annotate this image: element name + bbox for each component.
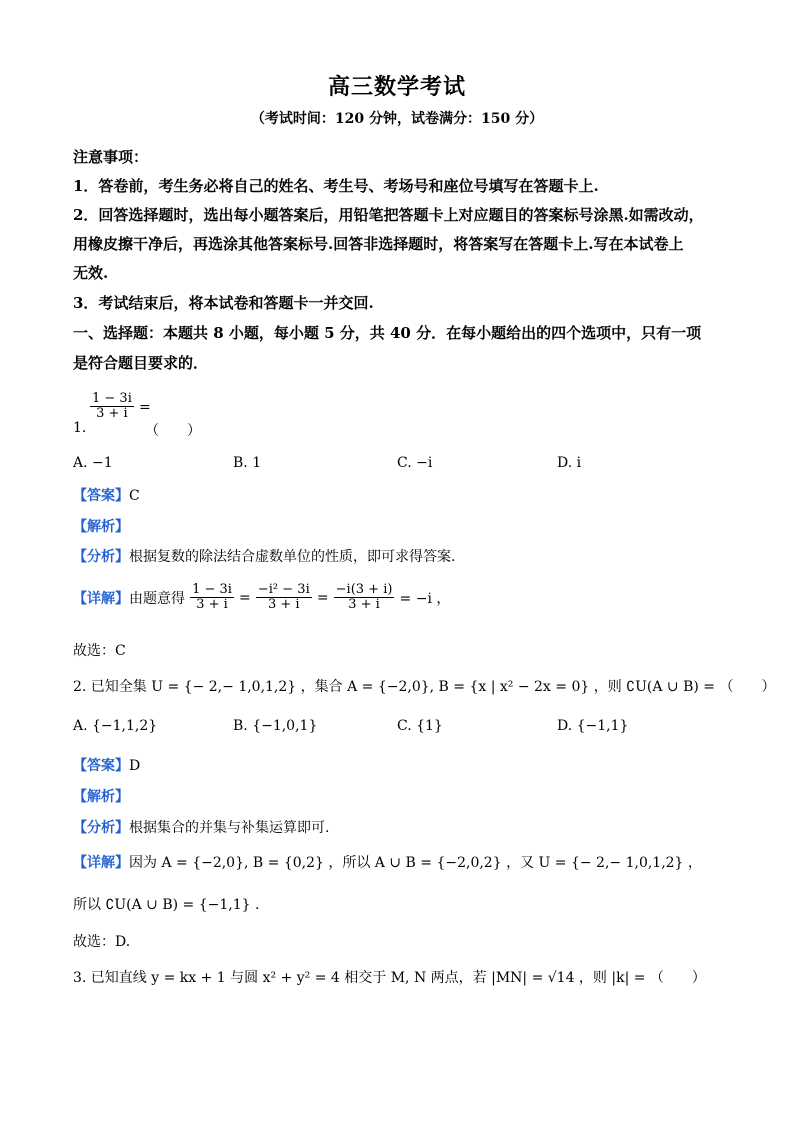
section-heading-line-1: 一、选择题：本题共 8 小题，每小题 5 分，共 40 分．在每小题给出的四个选项中，只有一项 bbox=[73, 324, 702, 342]
q1-xiangjie-pre: 由题意得 bbox=[129, 590, 185, 607]
q2-fenxi-label: 【分析】 bbox=[73, 820, 129, 836]
q1-frac-den: 3 + i bbox=[96, 406, 128, 422]
q2-xiangjie-label: 【详解】 bbox=[73, 855, 129, 871]
q2-choose: 故选：D. bbox=[73, 934, 131, 950]
q1-choose: 故选：C bbox=[73, 643, 126, 659]
q1-frac-num: 1 − 3i bbox=[92, 391, 132, 406]
q3-stem: 3. 已知直线 y = kx + 1 与圆 x² + y² = 4 相交于 M, N 两点，若 |MN| = √14 ，则 |k| = （ ） bbox=[73, 970, 706, 986]
page-subtitle: （考试时间：120 分钟，试卷满分：150 分） bbox=[250, 111, 544, 127]
q1-fenxi bbox=[73, 546, 455, 566]
note-item-2-line-3: 无效. bbox=[73, 264, 109, 282]
q1-answer bbox=[73, 485, 140, 505]
q2-option-d: D. {−1,1} bbox=[557, 718, 629, 734]
q1-detail-eq-2: = bbox=[316, 589, 329, 606]
q2-answer bbox=[73, 755, 140, 775]
q1-fenxi-text: 根据复数的除法结合虚数单位的性质，即可求得答案. bbox=[129, 549, 456, 565]
notes-heading: 注意事项： bbox=[73, 148, 149, 166]
q1-detail-frac-1-num: 1 − 3i bbox=[192, 582, 232, 597]
q1-xiangjie-label: 【详解】 bbox=[73, 590, 129, 607]
q2-stem: 2. 已知全集 U = {− 2,− 1,0,1,2} ，集合 A = {−2,0}, B = {x | x² − 2x = 0} ，则 ∁U(A ∪ B) = （ ） bbox=[73, 679, 776, 695]
q2-answer-label: 【答案】 bbox=[73, 758, 129, 774]
q2-option-c: C. {1} bbox=[397, 718, 443, 734]
q1-number: 1. bbox=[73, 420, 87, 436]
q1-equals: = bbox=[138, 399, 151, 416]
note-item-2-line-2: 用橡皮擦干净后，再选涂其他答案标号.回答非选择题时，将答案写在答题卡上.写在本试卷上 bbox=[73, 235, 684, 253]
q1-detail-frac-1-den: 3 + i bbox=[196, 597, 228, 613]
q2-xiangjie-text: 因为 A = {−2,0}, B = {0,2} ，所以 A ∪ B = {−2,0,2} ，又 U = {− 2,− 1,0,1,2} ， bbox=[129, 855, 702, 871]
q1-fenxi-label: 【分析】 bbox=[73, 549, 129, 565]
q1-detail-frac-2-num: −i² − 3i bbox=[257, 582, 310, 597]
q1-detail-result: = −i ， bbox=[399, 590, 451, 607]
q1-analysis-label: 【解析】 bbox=[73, 519, 129, 535]
q2-fenxi-text: 根据集合的并集与补集运算即可. bbox=[129, 820, 330, 836]
q2-answer-value: D bbox=[129, 758, 141, 774]
q1-option-d: D. i bbox=[557, 455, 582, 471]
q1-answer-value: C bbox=[129, 488, 140, 504]
q2-option-a: A. {−1,1,2} bbox=[73, 718, 158, 734]
page-title: 高三数学考试 bbox=[327, 74, 466, 100]
q2-option-b: B. {−1,0,1} bbox=[233, 718, 318, 734]
q2-xiangjie-line-2: 所以 ∁U(A ∪ B) = {−1,1} . bbox=[73, 897, 260, 913]
q1-detail-eq-1: = bbox=[239, 589, 251, 606]
note-item-1: 1．答卷前，考生务必将自己的姓名、考生号、考场号和座位号填写在答题卡上. bbox=[73, 177, 599, 195]
q1-detail-frac-3-den: 3 + i bbox=[348, 597, 380, 613]
q1-answer-label: 【答案】 bbox=[73, 488, 129, 504]
q1-option-b: B. 1 bbox=[233, 455, 262, 471]
q2-fenxi bbox=[73, 817, 329, 837]
note-item-2-line-1: 2．回答选择题时，选出每小题答案后，用铅笔把答题卡上对应题目的答案标号涂黑.如需改动， bbox=[73, 206, 704, 224]
q1-detail-frac-3-num: −i(3 + i) bbox=[335, 582, 393, 597]
q1-xiangjie bbox=[73, 583, 450, 613]
q1-paren: （ ） bbox=[145, 423, 201, 439]
q2-analysis-label: 【解析】 bbox=[73, 789, 129, 805]
note-item-3: 3．考试结束后，将本试卷和答题卡一并交回. bbox=[73, 294, 374, 312]
q1-fraction bbox=[90, 392, 151, 422]
q1-detail-frac-2-den: 3 + i bbox=[268, 597, 300, 613]
q2-xiangjie bbox=[73, 852, 702, 872]
q1-option-a: A. −1 bbox=[73, 455, 113, 471]
section-heading-line-2: 是符合题目要求的． bbox=[73, 354, 209, 372]
q1-option-c: C. −i bbox=[397, 455, 433, 471]
